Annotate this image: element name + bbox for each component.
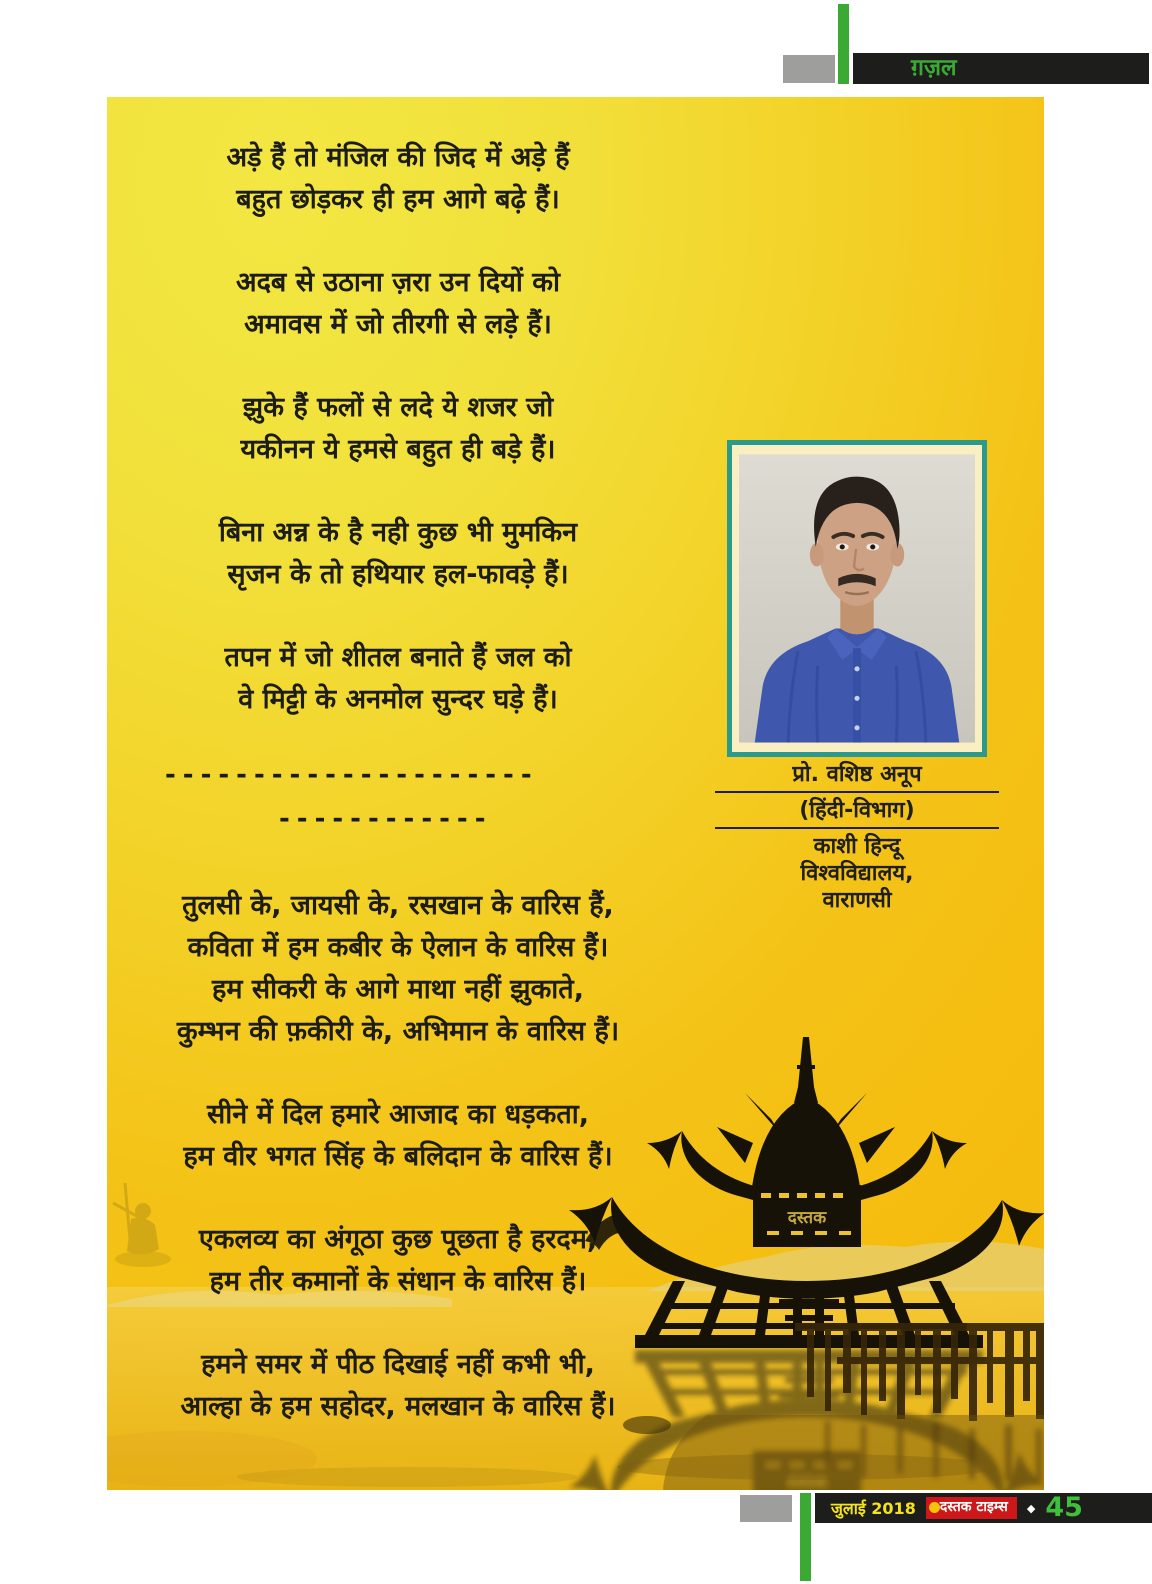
author-institution-line1: काशी हिन्दू — [813, 834, 901, 859]
section-header-bar — [853, 53, 1149, 84]
logo-accent-dot — [929, 1502, 940, 1513]
content-panel — [107, 97, 1044, 1490]
poem-line: अड़े हैं तो मंजिल की जिद में अड़े हैं — [226, 142, 570, 173]
page-number: 45 — [1045, 1492, 1083, 1523]
poem-line: हम वीर भगत सिंह के बलिदान के वारिस हैं। — [183, 1141, 613, 1172]
section-tag: ग़ज़ल — [911, 55, 957, 81]
poem-stanza-5 — [117, 637, 679, 721]
poem-line: यकीनन ये हमसे बहुत ही बड़े हैं। — [240, 434, 556, 465]
author-portrait-illustration — [739, 452, 975, 745]
poem-line: सृजन के तो हथियार हल-फावड़े हैं। — [227, 559, 569, 590]
author-city: वाराणसी — [822, 888, 892, 913]
header-green-bar — [838, 4, 849, 84]
poem-line: बहुत छोड़कर ही हम आगे बढ़े हैं। — [236, 184, 560, 215]
poem-line: तपन में जो शीतल बनाते हैं जल को — [224, 642, 572, 673]
poem-stanza-8 — [117, 1219, 679, 1303]
poem-line: झुके हैं फलों से लदे ये शजर जो — [242, 392, 554, 423]
magazine-logo — [926, 1497, 1017, 1519]
author-department: (हिंदी-विभाग) — [715, 797, 999, 829]
poem-line: एकलव्य का अंगूठा कुछ पूछता है हरदम, — [198, 1224, 598, 1255]
footer-green-bar — [800, 1493, 811, 1581]
author-institution-line2: विश्वविद्यालय, — [800, 861, 914, 886]
author-photo — [727, 440, 987, 757]
poem-stanza-7 — [117, 1094, 679, 1178]
magazine-logo-text: दस्तक टाइम्स — [939, 1499, 1008, 1515]
poem-line: अमावस में जो तीरगी से लड़े हैं। — [244, 309, 552, 340]
scene-watermark: दस्तक — [787, 1208, 827, 1228]
poem-line: सीने में दिल हमारे आजाद का धड़कता, — [206, 1099, 590, 1130]
poem-line: आल्हा के हम सहोदर, मलखान के वारिस हैं। — [180, 1391, 616, 1422]
water-smudge-1 — [617, 1454, 997, 1480]
footer-gray-block — [740, 1495, 792, 1522]
footer-bar — [815, 1493, 1152, 1523]
header-gray-block — [783, 55, 835, 83]
author-name: प्रो. वशिष्ठ अनूप — [715, 761, 999, 793]
poem-line: कुम्भन की फ़कीरी के, अभिमान के वारिस हैं। — [176, 1016, 620, 1047]
footer-date: जुलाई 2018 — [831, 1499, 916, 1518]
diamond-icon: ◆ — [1026, 1501, 1036, 1515]
poem-stanza-4 — [117, 512, 679, 596]
poem-stanza-1 — [117, 137, 679, 221]
poem-line: हमने समर में पीठ दिखाई नहीं कभी भी, — [201, 1349, 595, 1380]
separator-line-short: ------------ — [279, 804, 493, 834]
author-caption — [715, 761, 999, 914]
poem-line: हम तीर कमानों के संधान के वारिस हैं। — [209, 1266, 587, 1297]
poem-line: तुलसी के, जायसी के, रसखान के वारिस हैं, — [182, 890, 614, 921]
separator-line-long: --------------------- — [165, 760, 539, 790]
poem-stanza-9 — [117, 1344, 679, 1428]
poem-line: बिना अन्न के है नही कुछ भी मुमकिन — [218, 517, 578, 548]
poem-line: वे मिट्टी के अनमोल सुन्दर घड़े हैं। — [238, 684, 558, 715]
poem-stanza-6 — [117, 885, 679, 1053]
poem-line: हम सीकरी के आगे माथा नहीं झुकाते, — [212, 974, 584, 1005]
poem-line: कविता में हम कबीर के ऐलान के वारिस हैं। — [187, 932, 609, 963]
poem-line: अदब से उठाना ज़रा उन दियों को — [235, 267, 561, 298]
poem-stanza-2 — [117, 262, 679, 346]
poem-stanza-3 — [117, 387, 679, 471]
